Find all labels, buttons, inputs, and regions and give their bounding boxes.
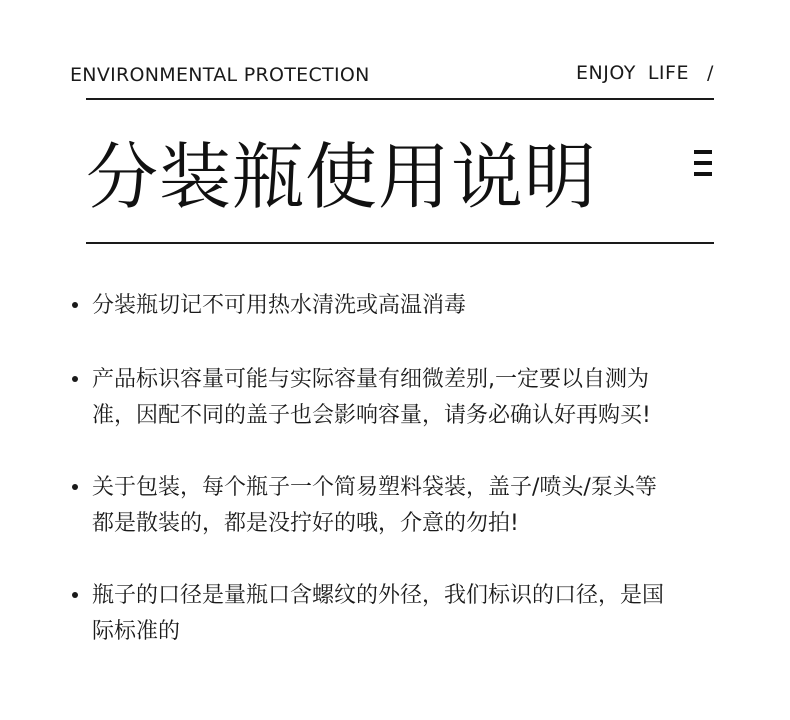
page-title: 分装瓶使用说明 [86, 135, 598, 219]
header-left-text: ENVIRONMENTAL PROTECTION [70, 64, 370, 86]
instruction-text [92, 362, 722, 434]
header-right-word-life: LIFE [647, 62, 689, 84]
instruction-line: 都是散装的，都是没拧好的哦，介意的勿拍! [92, 511, 519, 536]
instruction-line: 分装瓶切记不可用热水清洗或高温消毒 [92, 293, 467, 318]
instruction-line: 瓶子的口径是量瓶口含螺纹的外径，我们标识的口径，是国 [92, 583, 665, 608]
instruction-line: 关于包装，每个瓶子一个简易塑料袋装，盖子/喷头/泵头等 [92, 475, 657, 500]
header-right-slash: / [706, 62, 714, 84]
menu-icon [694, 150, 712, 180]
instruction-text [92, 470, 722, 542]
instruction-line: 际标准的 [92, 619, 181, 644]
instruction-line: 准，因配不同的盖子也会影响容量，请务必确认好再购买! [92, 403, 651, 428]
instruction-text [92, 578, 722, 650]
header-right-text [576, 62, 714, 84]
bullet-dot [72, 484, 78, 490]
bottom-divider [86, 242, 714, 244]
bullet-dot [72, 376, 78, 382]
header-right-word-enjoy: ENJOY [576, 62, 636, 84]
bullet-dot [72, 302, 78, 308]
instruction-line: 产品标识容量可能与实际容量有细微差别,一定要以自测为 [92, 367, 649, 392]
instruction-text [92, 288, 722, 324]
top-divider [86, 98, 714, 100]
bullet-dot [72, 592, 78, 598]
